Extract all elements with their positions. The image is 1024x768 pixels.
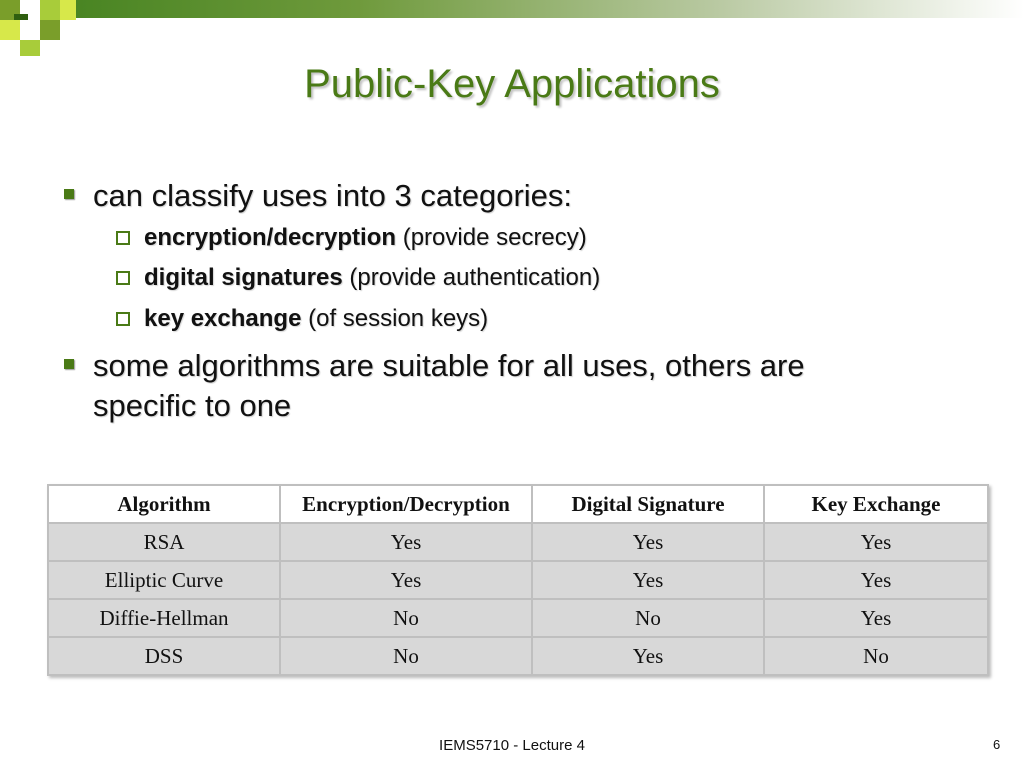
cell-encryption: Yes: [280, 561, 532, 599]
cell-signature: No: [532, 599, 764, 637]
cell-signature: Yes: [532, 637, 764, 675]
table-row: [48, 523, 988, 561]
header-algorithm: Algorithm: [48, 485, 280, 523]
cell-signature: Yes: [532, 561, 764, 599]
cell-key-exchange: Yes: [764, 523, 988, 561]
cell-algorithm: Diffie-Hellman: [48, 599, 280, 637]
cell-encryption: Yes: [280, 523, 532, 561]
cell-algorithm: DSS: [48, 637, 280, 675]
page-number: 6: [993, 737, 1001, 752]
table-header-row: [48, 485, 988, 523]
sub-bullet-key-exchange: [116, 305, 488, 333]
sub-bullet-encryption: [116, 224, 587, 252]
cell-key-exchange: Yes: [764, 561, 988, 599]
hollow-square-bullet-icon: [116, 271, 130, 285]
cell-key-exchange: No: [764, 637, 988, 675]
table-row: [48, 637, 988, 675]
bullet-item-algorithms: [64, 346, 805, 426]
sub-bullet-desc: (of session keys): [301, 305, 489, 332]
sub-bullet-term: encryption/decryption: [144, 224, 397, 251]
table-row: [48, 599, 988, 637]
cell-algorithm: RSA: [48, 523, 280, 561]
sub-bullet-signatures: [116, 264, 600, 292]
header-gradient-bar: [0, 0, 1024, 18]
bullet-text-line1: some algorithms are suitable for all uses, others are: [93, 348, 805, 383]
bullet-text: can classify uses into 3 categories:: [93, 178, 573, 213]
cell-signature: Yes: [532, 523, 764, 561]
square-bullet-icon: [64, 189, 74, 199]
header-signature: Digital Signature: [532, 485, 764, 523]
hollow-square-bullet-icon: [116, 231, 130, 245]
table-row: [48, 561, 988, 599]
sub-bullet-term: digital signatures: [144, 264, 343, 291]
cell-algorithm: Elliptic Curve: [48, 561, 280, 599]
square-bullet-icon: [64, 359, 74, 369]
header-encryption: Encryption/Decryption: [280, 485, 532, 523]
cell-key-exchange: Yes: [764, 599, 988, 637]
cell-encryption: No: [280, 599, 532, 637]
bullet-item-categories: [64, 176, 572, 216]
algorithm-table: [47, 484, 989, 676]
hollow-square-bullet-icon: [116, 312, 130, 326]
cell-encryption: No: [280, 637, 532, 675]
slide-footer: IEMS5710 - Lecture 4: [439, 737, 585, 754]
sub-bullet-desc: (provide secrecy): [396, 224, 587, 251]
sub-bullet-term: key exchange: [144, 305, 302, 332]
slide-title: Public-Key Applications: [304, 62, 720, 106]
sub-bullet-desc: (provide authentication): [342, 264, 601, 291]
header-key-exchange: Key Exchange: [764, 485, 988, 523]
bullet-text-line2: specific to one: [93, 388, 292, 423]
